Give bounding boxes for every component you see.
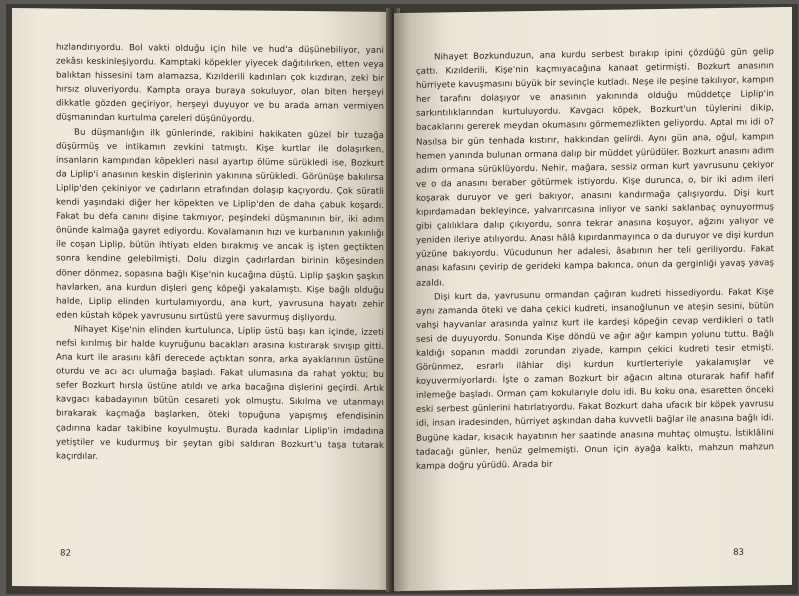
left-paragraph-2: Bu düşmanlığın ilk günlerinde, rakibini hakikaten güzel bir tuzağa düşürmüş ve intikamın zevkini tatmıştı. Kişe kurtlar ile dolaşırken, insanların kampından köpekleri nasıl ayartıp ölüme sürükledi ise, Bozkurt da Liplip'i anasının keskin dişlerinin yakınına sürükledi. Görünüşe bakılırsa Liplip'den çekiniyor ve çadırların etrafından dolaşıp kaçıyordu. Çok süratli kendi yaşındaki diğer her köpekten ve Liplip'den de daha çabuk koşardı. Fakat bu defa canını dişine takmıyor, peşindeki düşmanının bir, iki adım önünde kalmağa gayret ediyordu. Kovalamanın hızı ve kurbanının yakınlığı ile coşan Liplip, bütün ihtiyatı elden bırakmış ve ancak iş işten geçtikten sonra kendine gelebilmişti. Dolu dizgin çadırlardan birinin köşesinden döner dönmez, sopasına bağlı Kişe'nin kucağına düştü. Liplip şaşkın şaşkın havlarken, ana kurdun dişleri genç köpeği yakalamıştı. Kişe bağlı olduğu halde, Liplip elinden kurtulamıyordu, ana kurt, yavrusuna hayatı zehir eden küstah köpek yavrusunu sırtüstü yere savurmuş dişliyordu. (56, 127, 384, 324)
left-paragraph-3: Nihayet Kişe'nin elinden kurtulunca, Liplip üstü başı kan içinde, izzeti nefsi kırılmış bir halde kuyruğunu bacakları arasına kıstırarak sıvışıp gitti. Ana kurt ile arasını kâfi derecede açtıktan sonra, arka ayaklarının üstüne oturdu ve acı acı ulumağa başladı. Fakat ulumasına da rahat yoktu; bu sefer Bozkurt hırsla üstüne atıldı ve arka bacağına dişlerini geçirdi. Artık kavgacı kabadayının bütün cesareti yok olmuştu. Sıkılma ve utanmayı bırakarak kaçmağa başlarken, öteki topuğuna yapışmış efendisinin çadırına kadar takibine koyulmuştu. Burada kadınlar Liplip'in imdadına yetiştiler ve kudurmuş bir şeytan gibi saldıran Bozkurt'u taşa tutarak kaçırdılar. (56, 324, 384, 462)
right-page-number: 83 (733, 547, 744, 558)
right-page (394, 7, 792, 591)
open-book (6, 4, 798, 594)
left-paragraph-1: hızlandırıyordu. Bol vakti olduğu için hile ve hud'a düşünebiliyor, yani zekâsı keskinleşiyordu. Kamptaki köpekler yiyecek dağıtılırken, etten veya balıktan hissesini tam alamazsa, Kızılderili kadınları çok kızdıran, zeki bir hırsız oluveriyordu. Kampta oraya buraya sokuluyor, olan biten herşeyi dikkatle gözden geçiriyor, herşeyi duyuyor ve bu arada aman vermiyen düşmanından kurtulma çareleri düşünüyordu. (56, 42, 384, 126)
right-paragraph-2: Dişi kurt da, yavrusunu ormandan çağıran kudreti hissediyordu. Fakat Kişe aynı zamanda öteki ve daha çekici kudreti, insanoğlunun ve ateşin sesini, bütün vahşi hayvanlar arasında yalnız kurt ile kardeşi köpeğin cevap verdikleri o tatlı sesi de duyuyordu. Sonunda Kişe döndü ve ağır ağır kampın yolunu tuttu. Bağlı kaldığı sopanın maddi zorundan ziyade, kampın çekici kudreti tesir etmişti. Görünmez, esrarlı ilâhlar dişi kurdun kurtlerteriyle yakalamışlar ve koyuvermiyorlardı. İşte o zaman Bozkurt bir ağacın altına oturarak hafif hafif inlemeğe başladı. Orman çam kokularıyle dolu idi. Bu koku ona, esaretten önceki eski serbest günlerini hatırlatıyordu. Fakat Bozkurt daha ufacık bir köpek yavrusu idi, insan iradesinden, hürriyet aşkından daha kuvvetli bağlar ile anasına bağlı idi. Bugüne kadar, kısacık hayatının her saatinde anasına muhtaç olmuştu. İstiklâlini tadacağı günler, henüz gelmemişti. Onun için ayağa kalktı, mahzun mahzun kampa doğru yürüdü. Arada bir (416, 286, 774, 472)
right-paragraph-1: Nihayet Bozkunduzun, ana kurdu serbest bırakıp ipini çözdüğü gün gelip çattı. Kızılderili, Kişe'nin kaçmıyacağına kanaat getirmişti. Bozkurt anasının hürriyete kavuşmasını büyük bir sevinçle kutladı. Neşe ile peşine takılıyor, kampın her tarafını dolaşıyor ve anasının yakınında olduğu müddetçe Liplip'in sarkıntılıklarından kurtuluyordu. Kavgacı köpek, Bozkurt'un tüylerini dikip, bacaklarını gererek meydan okumasını görmemezlikten geliyordu. Aptal mı idi o? Nasılsa bir gün tenhada kıstırır, hakkından gelirdi. Aynı gün ana, oğul, kampın hemen yanında bulunan ormana dalıp bir müddet yürüdüler. Bozkurt anasını adım adım ormana sürüklüyordu. Nehir, mağara, sessiz orman kurt yavrusunu çekiyor ve o da anasını beraber götürmek istiyordu. Kişe durunca, o, bir iki adım ileri koşarak duruyor ve geri bakıyor, anasını kandırmağa çalışıyordu. Dişi kurt kıpırdamadan bekleyince, yalvarırcasına inliyor ve sanki saklanbaç oynuyormuş gibi çalılıklara dalıp çıkıyordu, sonra tekrar anasına koşuyor, ağzını yalıyor ve yeniden ileriye atılıyordu. Anası hâlâ kıpırdanmayınca o da duruyor ve dişi kurdun yüzüne bakıyordu. Vücudunun her adalesi, âsabının her teli geriliyordu. Fakat anası kafasını çevirip de gerideki kampa bakınca, onun da gerginliği yavaş yavaş azaldı. (416, 47, 774, 289)
left-page-number: 82 (60, 548, 71, 559)
left-page (12, 8, 392, 590)
